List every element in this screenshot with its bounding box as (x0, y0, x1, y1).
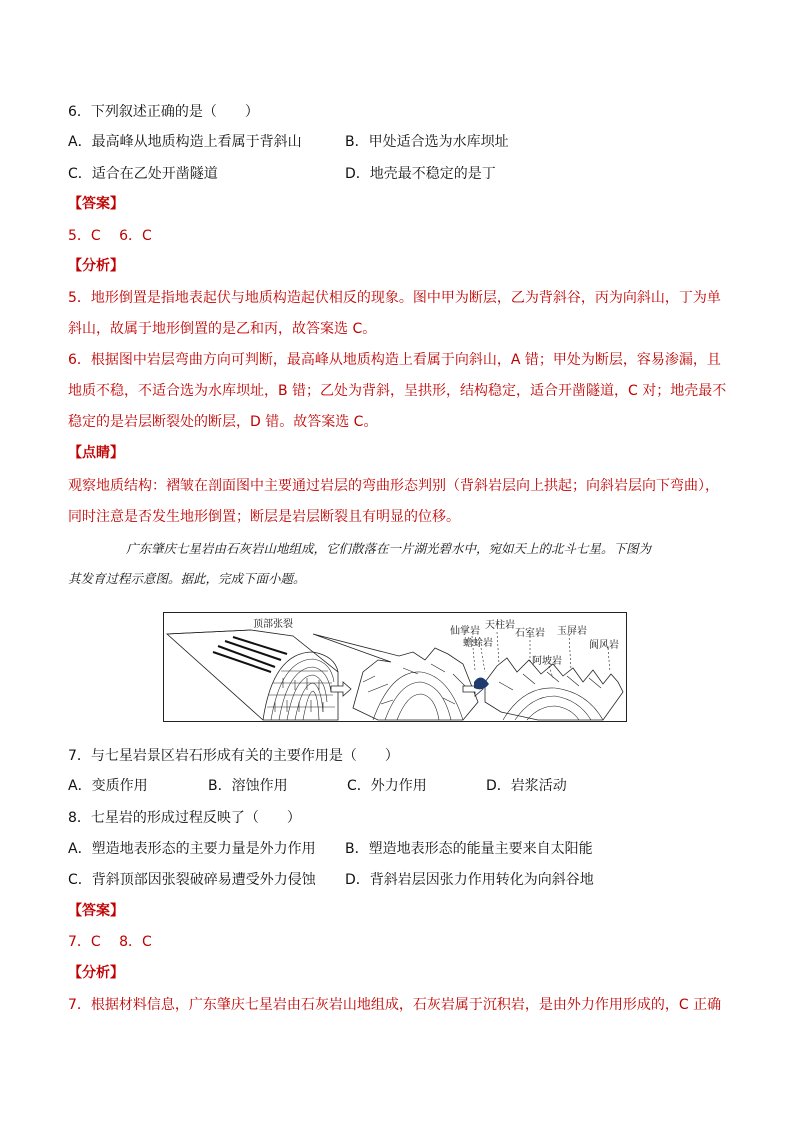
answer-heading-1: 【答案】 (68, 196, 124, 212)
analysis-1-line-3: 6．根据图中岩层弯曲方向可判断，最高峰从地质构造上看属于向斜山，A 错；甲处为断层，容易渗漏，且 (68, 352, 721, 368)
label-shishi: 石室岩 (515, 628, 545, 639)
analysis-1-line-1: 5．地形倒置是指地表起伏与地质构造起伏相反的现象。图中甲为断层，乙为背斜谷，丙为向斜山，丁为单 (68, 290, 721, 306)
label-top-crack: 顶部张裂 (253, 619, 293, 630)
label-xianzhang: 仙掌岩 (450, 626, 480, 637)
analysis-1-line-2: 斜山，故属于地形倒置的是乙和丙，故答案选 C。 (68, 321, 377, 337)
question-8-option-b: B．塑造地表形态的能量主要来自太阳能 (345, 841, 593, 857)
tip-heading: 【点睛】 (68, 445, 124, 461)
label-apo: 阿坡岩 (532, 656, 562, 667)
material-line-1: 广东肇庆七星岩由石灰岩山地组成，它们散落在一片湖光碧水中，宛如天上的北斗七星。下图为 (126, 541, 652, 556)
analysis-heading-2: 【分析】 (68, 965, 124, 981)
question-8-stem: 8．七星岩的形成过程反映了（ ） (68, 810, 301, 826)
seven-star-crag-diagram (163, 612, 627, 722)
answer-text-1: 5．C 6．C (68, 228, 152, 244)
label-chanchu: 蟾蜍岩 (463, 638, 493, 649)
question-6-option-c: C．适合在乙处开凿隧道 (68, 166, 218, 182)
question-6-options-row-1 (68, 132, 728, 152)
label-tianzhu: 天柱岩 (485, 620, 515, 631)
tip-line-2: 同时注意是否发生地形倒置；断层是岩层断裂且有明显的位移。 (68, 509, 460, 525)
label-langfeng: 阆风岩 (589, 640, 619, 651)
question-7-option-c: C．外力作用 (347, 778, 427, 794)
question-6-option-a: A．最高峰从地质构造上看属于背斜山 (68, 134, 302, 150)
analysis-2-line-1: 7．根据材料信息，广东肇庆七星岩由石灰岩山地组成，石灰岩属于沉积岩，是由外力作用形成的，C 正确 (68, 997, 722, 1013)
tip-line-1: 观察地质结构：褶皱在剖面图中主要通过岩层的弯曲形态判别（背斜岩层向上拱起；向斜岩层向下弯曲）， (68, 478, 719, 494)
diagram-svg (163, 612, 627, 722)
question-6-option-b: B．甲处适合选为水库坝址 (345, 134, 509, 150)
question-8-option-c: C．背斜顶部因张裂破碎易遭受外力侵蚀 (68, 872, 316, 888)
answer-heading-2: 【答案】 (68, 903, 124, 919)
analysis-heading-1: 【分析】 (68, 258, 124, 274)
question-8-options-row-2 (68, 870, 728, 890)
question-7-option-a: A．变质作用 (68, 778, 148, 794)
question-8-options-row-1 (68, 839, 728, 859)
question-6-stem: 6．下列叙述正确的是（ ） (68, 104, 259, 120)
question-6-options-row-2 (68, 164, 728, 184)
answer-text-2: 7．C 8．C (68, 934, 152, 950)
material-line-2: 其发育过程示意图。据此，完成下面小题。 (68, 571, 306, 586)
question-7-options (68, 776, 688, 796)
question-7-option-b: B．溶蚀作用 (208, 778, 288, 794)
question-7-stem: 7．与七星岩景区岩石形成有关的主要作用是（ ） (68, 748, 399, 764)
analysis-1-line-5: 稳定的是岩层断裂处的断层，D 错。故答案选 C。 (68, 414, 378, 430)
question-6-option-d: D．地壳最不稳定的是丁 (345, 166, 496, 182)
analysis-1-line-4: 地质不稳，不适合选为水库坝址，B 错；乙处为背斜，呈拱形，结构稳定，适合开凿隧道，C 对；地壳最不 (68, 383, 727, 399)
label-yuping: 玉屏岩 (557, 626, 587, 637)
question-8-option-d: D．背斜岩层因张力作用转化为向斜谷地 (345, 872, 594, 888)
question-7-option-d: D．岩浆活动 (486, 778, 567, 794)
question-8-option-a: A．塑造地表形态的主要力量是外力作用 (68, 841, 316, 857)
